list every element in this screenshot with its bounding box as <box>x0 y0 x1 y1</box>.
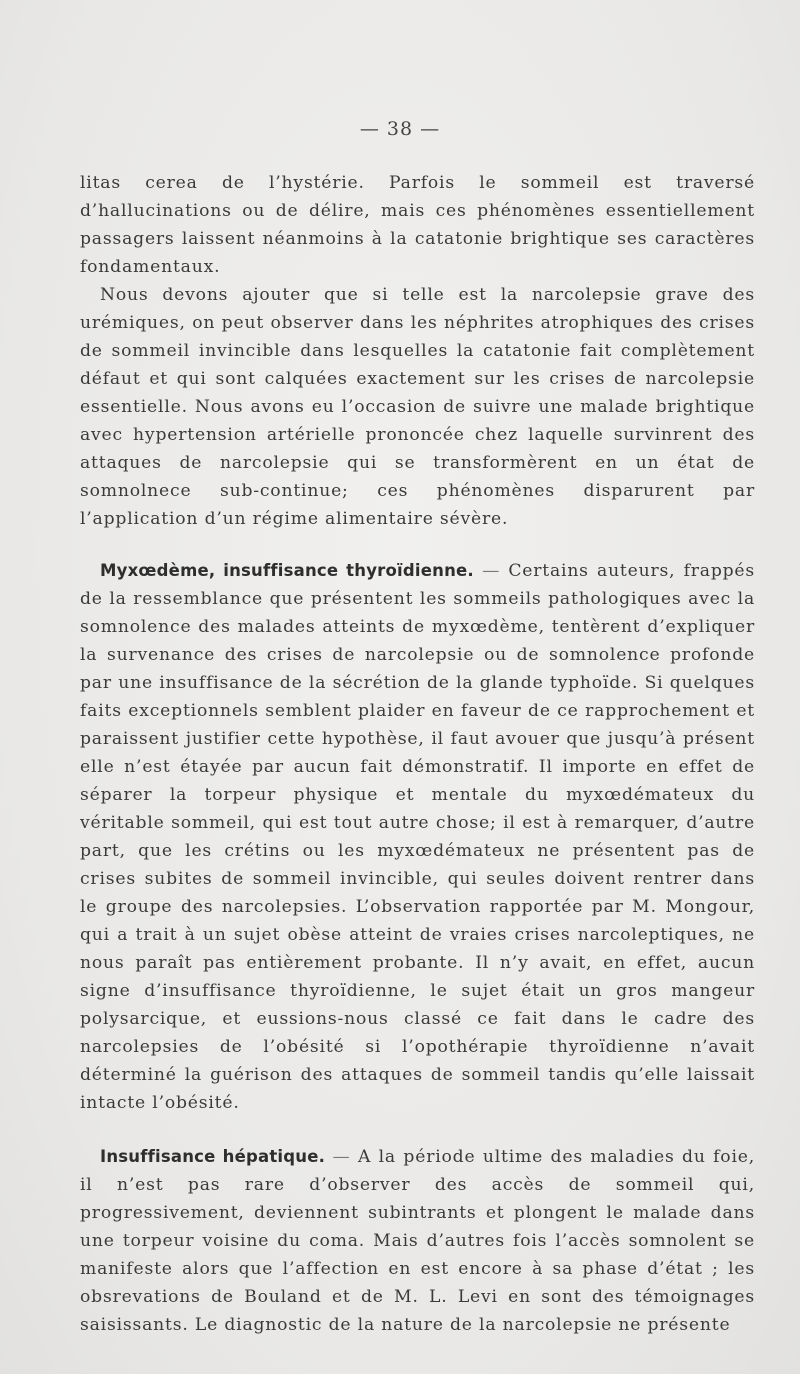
section-heading-myxoedeme: Myxœdème, insuffisance thyroïdienne. <box>100 561 474 580</box>
section-heading-hepatique: Insuffisance hépatique. <box>100 1147 326 1166</box>
page-body <box>80 169 755 1339</box>
section-myxoedeme <box>80 557 755 1117</box>
paragraph-continuation: litas cerea de l’hystérie. Parfois le sommeil est traversé d’hallucinations ou de délire, mais ces phénomènes essentiellement passagers laissent néanmoins à la catatonie brightique ses caractères fondamentaux. <box>80 173 755 277</box>
section-body-hepatique: A la période ultime des maladies du foie, il n’est pas rare d’observer des accès de sommeil qui, progressivement, deviennent subintrants et plongent le malade dans une torpeur voisine du coma. Mais d’autres fois l’accès somnolent se manifeste alors que l’affection en est encore à sa phase d’état ; les obsrevations de Bouland et de M. L. Levi en sont des témoignages saisissants. Le diagnostic de la nature de la narcolepsie ne présente <box>80 1147 755 1335</box>
page-number: — 38 — <box>359 118 441 140</box>
heading-dash: — <box>473 561 509 581</box>
section-insuffisance-hepatique <box>80 1143 755 1339</box>
section-body-myxoedeme: Certains auteurs, frappés de la ressemblance que présentent les sommeils pathologiques avec la somnolence des malades atteints de myxœdème, tentèrent d’expliquer la survenance des crises de narcolepsie ou de somnolence profonde par une insuffisance de la sécrétion de la glande typhoïde. Si quelques faits exceptionnels semblent plaider en faveur de ce rapprochement et paraissent justifier cette hypothèse, il faut avouer que jusqu’à présent elle n’est étayée par aucun fait démonstratif. Il importe en effet de séparer la torpeur physique et mentale du myxœdémateux du véritable sommeil, qui est tout autre chose; il est à remarquer, d’autre part, que les crétins ou les myxœdémateux ne présentent pas de crises subites de sommeil invincible, qui seules doivent rentrer dans le groupe des narcolepsies. L’observation rapportée par M. Mongour, qui a trait à un sujet obèse atteint de vraies crises narcoleptiques, ne nous paraît pas entièrement probante. Il n’y avait, en effet, aucun signe d’insuffisance thyroïdienne, le sujet était un gros mangeur polysarcique, et eussions-nous classé ce fait dans le cadre des narcolepsies de l’obésité si l’opothérapie thyroïdienne n’avait déterminé la guérison des attaques de sommeil tandis qu’elle laissait intacte l’obésité. <box>80 561 756 1113</box>
heading-dash: — <box>325 1147 358 1167</box>
paragraph-uremie: Nous devons ajouter que si telle est la narcolepsie grave des urémiques, on peut observer dans les néphrites atrophiques des crises de sommeil invincible dans lesquelles la catatonie fait complètement défaut et qui sont calquées exactement sur les crises de narcolepsie essentielle. Nous avons eu l’occasion de suivre une malade brightique avec hypertension artérielle prononcée chez laquelle survinrent des attaques de narcolepsie qui se transformèrent en un état de somnolnece sub-continue; ces phénomènes disparurent par l’application d’un régime alimentaire sévère. <box>80 285 755 529</box>
